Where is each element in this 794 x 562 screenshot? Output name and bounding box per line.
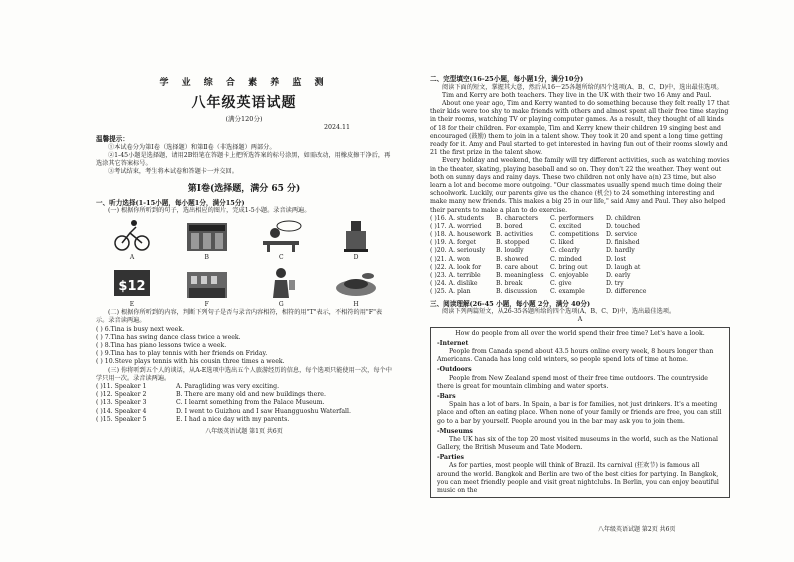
svg-text:$12: $12 [118, 279, 146, 295]
notice-item: ②1-45小题是选择题，请用2B铅笔在答题卡上把所选答案的标号涂黑，如需改动，用橡皮擦干净后，再选涂其它答案标号。 [96, 152, 391, 168]
notice-item: ③考试结束，考生将本试卷和答题卡一并交回。 [108, 168, 238, 176]
shop-front-icon [185, 219, 229, 253]
picture-row-2 [96, 266, 392, 309]
passage-paragraph: The UK has six of the top 20 most visited museums in the world, such as the National Gallery, the British Museum and Tate Modern. [437, 435, 718, 452]
speaker-row: ( )15. Speaker 5 E. I had a nice day with my parents. [96, 415, 290, 423]
passage-subheading: -Parties [437, 454, 464, 462]
option-row: ( )21. A. won B. showed C. minded D. lost [430, 255, 627, 263]
cloze-options [430, 215, 730, 297]
option-row: ( )20. A. seriously B. loudly C. clearly D. hardly [430, 247, 635, 255]
cloze-paragraph: Tim and Kerry are both teachers. They live in the UK with their two 16 Amy and Paul. [442, 91, 712, 99]
speaker-row: ( )11. Speaker 1 A. Paragliding was very exciting. [96, 382, 280, 390]
left-page [96, 70, 392, 436]
part3-instruction: 阅读下列两篇短文，从26-35各题所给的四个选项(A、B、C、D)中，选出最佳选项。 [442, 308, 676, 316]
tf-item: ( ) 10.Steve plays tennis with his cousin three times a week. [96, 358, 285, 366]
passage-paragraph: People from New Zealand spend most of their free time outdoors. The countryside there is great for mountain climbing and water sports. [437, 374, 708, 390]
option-row: ( )24. A. dislike B. break C. give D. try [430, 280, 624, 288]
exam-title: 八年级英语试题 [191, 94, 297, 111]
passage-letter: A [577, 316, 583, 324]
notice-title: 温馨提示： [96, 135, 129, 144]
passage-subheading: -Bars [437, 392, 456, 400]
picture-d: D [332, 219, 380, 262]
left-footer: 八年级英语试题 第1页 共6页 [205, 427, 283, 435]
picture-g: G [257, 266, 305, 309]
reading-passage-box [430, 327, 730, 499]
tf-item: ( ) 8.Tina has piano lessons twice a week. [96, 342, 227, 349]
picture-h: H [332, 266, 380, 309]
tf-item: ( ) 6.Tina is busy next week. [96, 325, 185, 333]
speaker-row: ( )13. Speaker 3 C. I learnt something from the Palace Museum. [96, 399, 325, 407]
tower-building-icon [334, 219, 378, 253]
passage-paragraph: Spain has a lot of bars. In Spain, a bar is for families, not just drinkers. It's a meeting place and often an eating place. When none of your family or friends are free, you can still go to a bar by yourself. People around you in the bar may ask you to join them. [437, 401, 722, 425]
option-row: ( )25. A. plan B. discussion C. example D. difference [430, 288, 647, 296]
speaker-row: ( )12. Speaker 2 B. There are many old and new buildings there. [96, 391, 326, 399]
exam-date: 2024.11 [323, 123, 350, 131]
passage-subheading: -Outdoors [437, 366, 472, 374]
passage-title: How do people from all over the world spend their free time? Let's have a look. [455, 329, 705, 337]
option-row: ( )16. A. students B. characters C. performers D. children [430, 214, 641, 222]
right-footer: 八年级英语试题 第2页 共6页 [598, 526, 676, 533]
option-row: ( )19. A. forget B. stopped C. liked D. finished [430, 239, 640, 247]
section1-instruction: (一) 根据你所听到的句子，选出相应的图片，完成1-5小题。录音读两遍。 [108, 207, 311, 215]
option-row: ( )22. A. look for B. care about C. bring out D. laugh at [430, 263, 641, 271]
speaker-row: ( )14. Speaker 4 D. I went to Guizhou and I saw Huangguoshu Waterfall. [96, 407, 351, 415]
part1-heading: 一、听力选择(1-15小题，每小题1分，满分15分) [96, 198, 245, 207]
passage-paragraph: As for parties, most people will think of Brazil. Its carnival (狂欢节) is famous all around the world. Bangkok and Berlin are two of the best cities for partying. In Bangkok, you can meet friendly people and visit great nightclubs. In Berlin, you can enjoy beautiful music on the [437, 462, 719, 495]
passage-subheading: -Internet [437, 339, 469, 347]
volume-title: 第Ⅰ卷(选择题，满分 65 分) [187, 183, 301, 194]
bicycle-rider-icon [110, 219, 154, 253]
full-score: (满分120分) [225, 115, 263, 124]
part2-heading: 二、完型填空(16-25小题，每小题1分，满分10分) [430, 75, 584, 83]
part3-heading: 三、阅读理解(26-45 小题，每小题 2分，满分 40分) [430, 299, 591, 308]
picture-a: A [108, 219, 156, 262]
person-standing-icon [259, 266, 303, 300]
picture-e: $12 E [108, 266, 156, 309]
picture-f: F [183, 266, 231, 309]
picture-row-1 [96, 219, 392, 262]
passage-paragraph: People from Canada spend about 43.5 hours online every week, 8 hours longer than Americans. Canada has long cold winters, so people spend lots of time at home. [437, 348, 714, 364]
exam-header: 学 业 综 合 素 养 监 测 [159, 78, 329, 88]
passage-subheading: -Museums [437, 427, 473, 435]
right-page [430, 72, 730, 498]
option-row: ( )18. A. housework B. activities C. competitions D. service [430, 231, 638, 239]
food-plate-icon [334, 266, 378, 300]
city-street-icon [185, 266, 229, 300]
tf-item: ( ) 7.Tina has swing dance class twice a week. [96, 333, 241, 341]
part2-instruction: 阅读下面的短文，掌握其大意，然后从16～25各题所给的四个选项(A、B、C、D)中，选出最佳选项。 [442, 83, 723, 91]
picture-b: B [183, 219, 231, 262]
cloze-paragraph: About one year ago, Tim and Kerry wanted to do something because they felt really 17 that their kids were too shy to make friends with others and almost spent all their free time staying in their rooms, watching TV or playing computer games. As a result, they thought of all kinds of 18 for their children. For example, Tim and Kerry knew their children 19 singing best and encouraged (鼓励) them to join in a talent show. They took it 20 and spent a long time getting ready for it. Amy and Paul started to get interested in having fun out of their rooms slowly and 21 the first prize in the talent show. [430, 100, 730, 157]
option-row: ( )17. A. worried B. bored C. excited D. touched [430, 222, 640, 230]
cloze-paragraph: Every holiday and weekend, the family will try different activities, such as watching movies in the theater, skating, playing baseball and so on. They don't 22 the weather. They went out both on sunny days and rainy days. These two children not only have a(n) 23 time, but also learn a lot and become more outgoing. "Our classmates usually spend much time doing their schoolwork. Luckily, our parents give us the chance (机会) to 24 something interesting and make many new friends. This makes a big 25 in our life," said Amy and Paul. They also helped their parents to make a plan to do exercise. [430, 157, 730, 214]
student-desk-icon [259, 219, 303, 253]
picture-c: C [257, 219, 305, 262]
option-row: ( )23. A. terrible B. meaningless C. enjoyable D. early [430, 272, 631, 280]
price-tag-icon [110, 266, 154, 300]
notice-item: ①本试卷分为第Ⅰ卷（选择题）和第Ⅱ卷（非选择题）两部分。 [108, 143, 276, 151]
section3-instruction: (三) 你将听到五个人的谈话，从A-E选项中选出五个人旅游经历的信息，每个选项只能使用一次，每个中学只用一次。录音读两遍。 [96, 366, 392, 382]
tf-item: ( ) 9.Tina has to play tennis with her friends on Friday. [96, 350, 268, 358]
section2-instruction: (二) 根据你所听到的内容，判断下列句子是否与录音内容相符，相符的用"T"表示，不相符的用"F"表示。录音读两遍。 [96, 309, 383, 325]
